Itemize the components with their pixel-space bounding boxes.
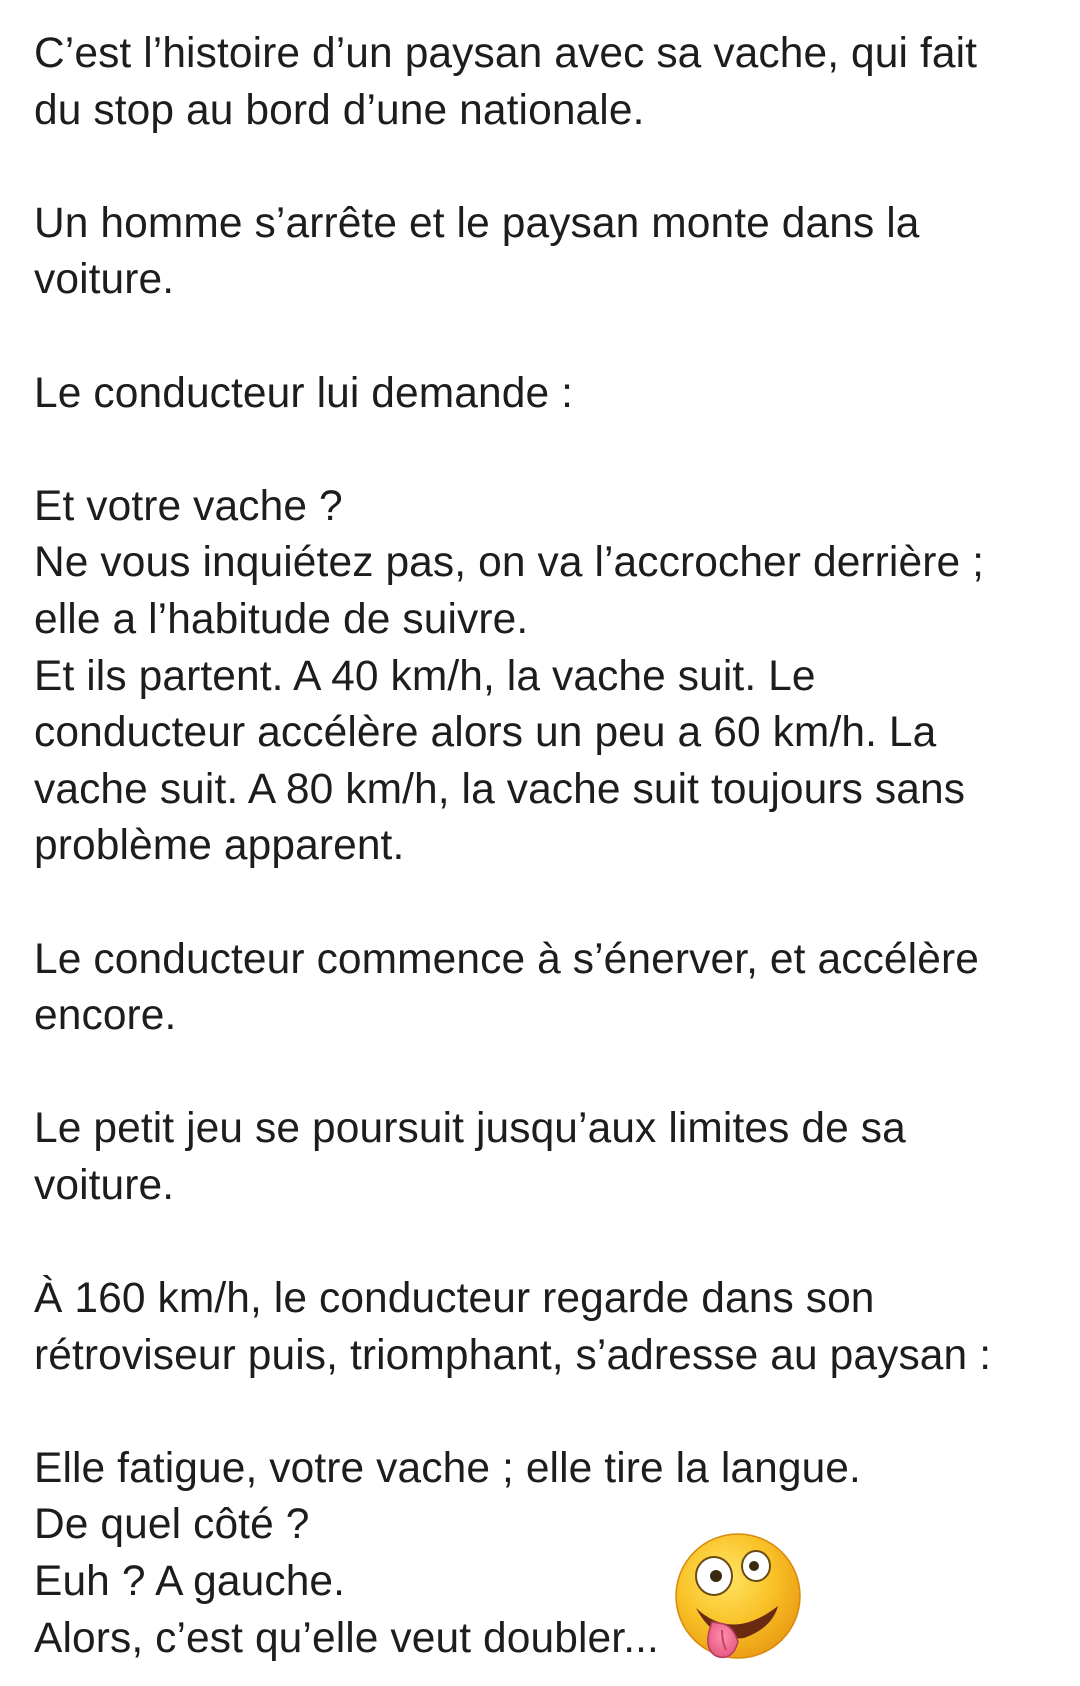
text-line: Et ils partent. A 40 km/h, la vache suit. Le [34,652,816,700]
text-line: Le petit jeu se poursuit jusqu’aux limites de sa [34,1105,906,1153]
blank-line [34,422,1064,479]
blank-line [34,139,1064,196]
blank-line [34,875,1064,932]
blank-line [34,1045,1064,1102]
text-line: De quel côté ? [34,1501,310,1549]
text-line: Ne vous inquiétez pas, on va l’accrocher derrière ; [34,539,985,587]
text-line: conducteur accélère alors un peu a 60 km/h. La [34,709,937,757]
text-line: du stop au bord d’une nationale. [34,86,645,134]
text-line: Le conducteur lui demande : [34,369,574,417]
text-line: encore. [34,992,177,1040]
text-line: Alors, c’est qu’elle veut doubler... [34,1614,659,1662]
blank-line [34,1384,1064,1441]
text-line: Euh ? A gauche. [34,1558,346,1606]
text-line: voiture. [34,256,175,304]
blank-line [34,1214,1064,1271]
text-line: Et votre vache ? [34,482,343,530]
text-line: Le conducteur commence à s’énerver, et accélère [34,935,979,983]
zany-face-emoji-icon [672,1530,804,1666]
text-line: voiture. [34,1161,175,1209]
joke-post [34,26,1064,1667]
text-line: C’est l’histoire d’un paysan avec sa vache, qui fait [34,30,978,77]
blank-line [34,309,1064,366]
text-line: À 160 km/h, le conducteur regarde dans son [34,1275,875,1323]
text-line: Un homme s’arrête et le paysan monte dans la [34,199,920,247]
text-line: vache suit. A 80 km/h, la vache suit toujours sans [34,765,966,813]
text-line: problème apparent. [34,822,405,870]
text-line: elle a l’habitude de suivre. [34,595,529,643]
text-line: Elle fatigue, votre vache ; elle tire la langue. [34,1444,861,1492]
text-line: rétroviseur puis, triomphant, s’adresse au paysan : [34,1331,992,1379]
